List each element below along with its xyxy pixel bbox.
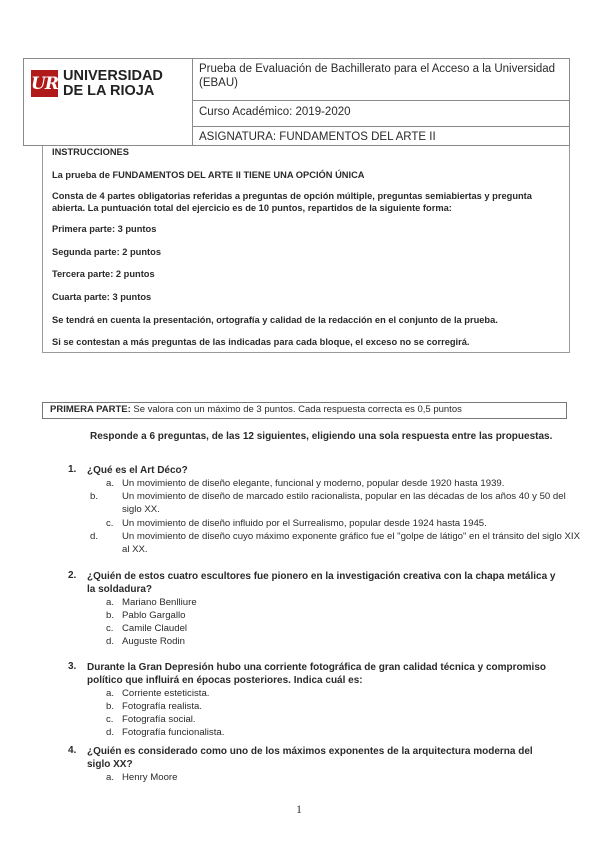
answer-option: c. Un movimiento de diseño influido por el Surrealismo, popular desde 1924 hasta 1945.: [106, 518, 487, 529]
university-name: UNIVERSIDAD DE LA RIOJA: [63, 68, 163, 99]
instructions-part2: Segunda parte: 2 puntos: [52, 247, 161, 257]
answer-option: d. Fotografía funcionalista.: [106, 727, 225, 738]
instructions-part4: Cuarta parte: 3 puntos: [52, 292, 152, 302]
answer-option: b. Pablo Gargallo: [106, 610, 186, 621]
page-number: 1: [296, 802, 302, 816]
instructions-composition: Consta de 4 partes obligatorias referidas a preguntas de opción múltiple, preguntas semiabiertas y pregunta abierta. La puntuación total del ejercicio es de 10 puntos, repartidos de la siguiente forma:: [52, 191, 532, 213]
question-number: 4.: [68, 745, 77, 756]
question-text: ¿Quién es considerado como uno de los máximos exponentes de la arquitectura moderna del siglo XX?: [87, 746, 533, 770]
answer-option: b. Un movimiento de diseño de marcado estilo racionalista, popular en las décadas de los años 40 y 50 del siglo XX.: [90, 491, 566, 515]
answer-option: b. Fotografía realista.: [106, 701, 202, 712]
header-rule: [192, 100, 570, 101]
answer-option: a. Corriente esteticista.: [106, 688, 210, 699]
question-text: ¿Qué es el Art Déco?: [87, 465, 188, 476]
instructions-part1: Primera parte: 3 puntos: [52, 224, 157, 234]
instructions-part3: Tercera parte: 2 puntos: [52, 269, 155, 279]
part-one-intro: Responde a 6 preguntas, de las 12 siguientes, eligiendo una sola respuesta entre las propuestas.: [90, 431, 553, 442]
course-year: Curso Académico: 2019-2020: [199, 106, 351, 118]
question-text: ¿Quién de estos cuatro escultores fue pionero en la investigación creativa con la chapa metálica y la soldadura?: [87, 571, 556, 595]
answer-option: d. Un movimiento de diseño cuyo máximo exponente gráfico fue el "golpe de látigo" en el tránsito del siglo XIX al XX.: [90, 531, 580, 555]
instructions-excess: Si se contestan a más preguntas de las indicadas para cada bloque, el exceso no se corregirá.: [52, 337, 470, 347]
subject: ASIGNATURA: FUNDAMENTOS DEL ARTE II: [199, 131, 436, 143]
instructions-single-option: La prueba de FUNDAMENTOS DEL ARTE II TIENE UNA OPCIÓN ÚNICA: [52, 170, 365, 180]
answer-option: c. Fotografía social.: [106, 714, 196, 725]
answer-option: d. Auguste Rodin: [106, 636, 185, 647]
answer-option: a. Henry Moore: [106, 772, 178, 783]
instructions-presentation: Se tendrá en cuenta la presentación, ortografía y calidad de la redacción en el conjunto de la prueba.: [52, 315, 498, 325]
header-rule: [192, 126, 570, 127]
instructions-heading: INSTRUCCIONES: [52, 147, 129, 157]
answer-option: a. Un movimiento de diseño elegante, funcional y moderno, popular desde 1920 hasta 1939.: [106, 478, 505, 489]
question-number: 2.: [68, 570, 77, 581]
answer-option: c. Camile Claudel: [106, 623, 188, 634]
answer-option: a. Mariano Benlliure: [106, 597, 197, 608]
question-number: 1.: [68, 464, 77, 475]
question-number: 3.: [68, 661, 77, 672]
exam-title: Prueba de Evaluación de Bachillerato para el Acceso a la Universidad (EBAU): [199, 63, 556, 89]
header-divider: [192, 58, 193, 146]
university-logo-icon: UR: [31, 70, 58, 97]
question-text: Durante la Gran Depresión hubo una corriente fotográfica de gran calidad técnica y compromiso político que influirá en épocas posteriores. Indica cuál es:: [87, 662, 546, 686]
part-one-header: PRIMERA PARTE: Se valora con un máximo de 3 puntos. Cada respuesta correcta es 0,5 puntos: [50, 404, 462, 415]
